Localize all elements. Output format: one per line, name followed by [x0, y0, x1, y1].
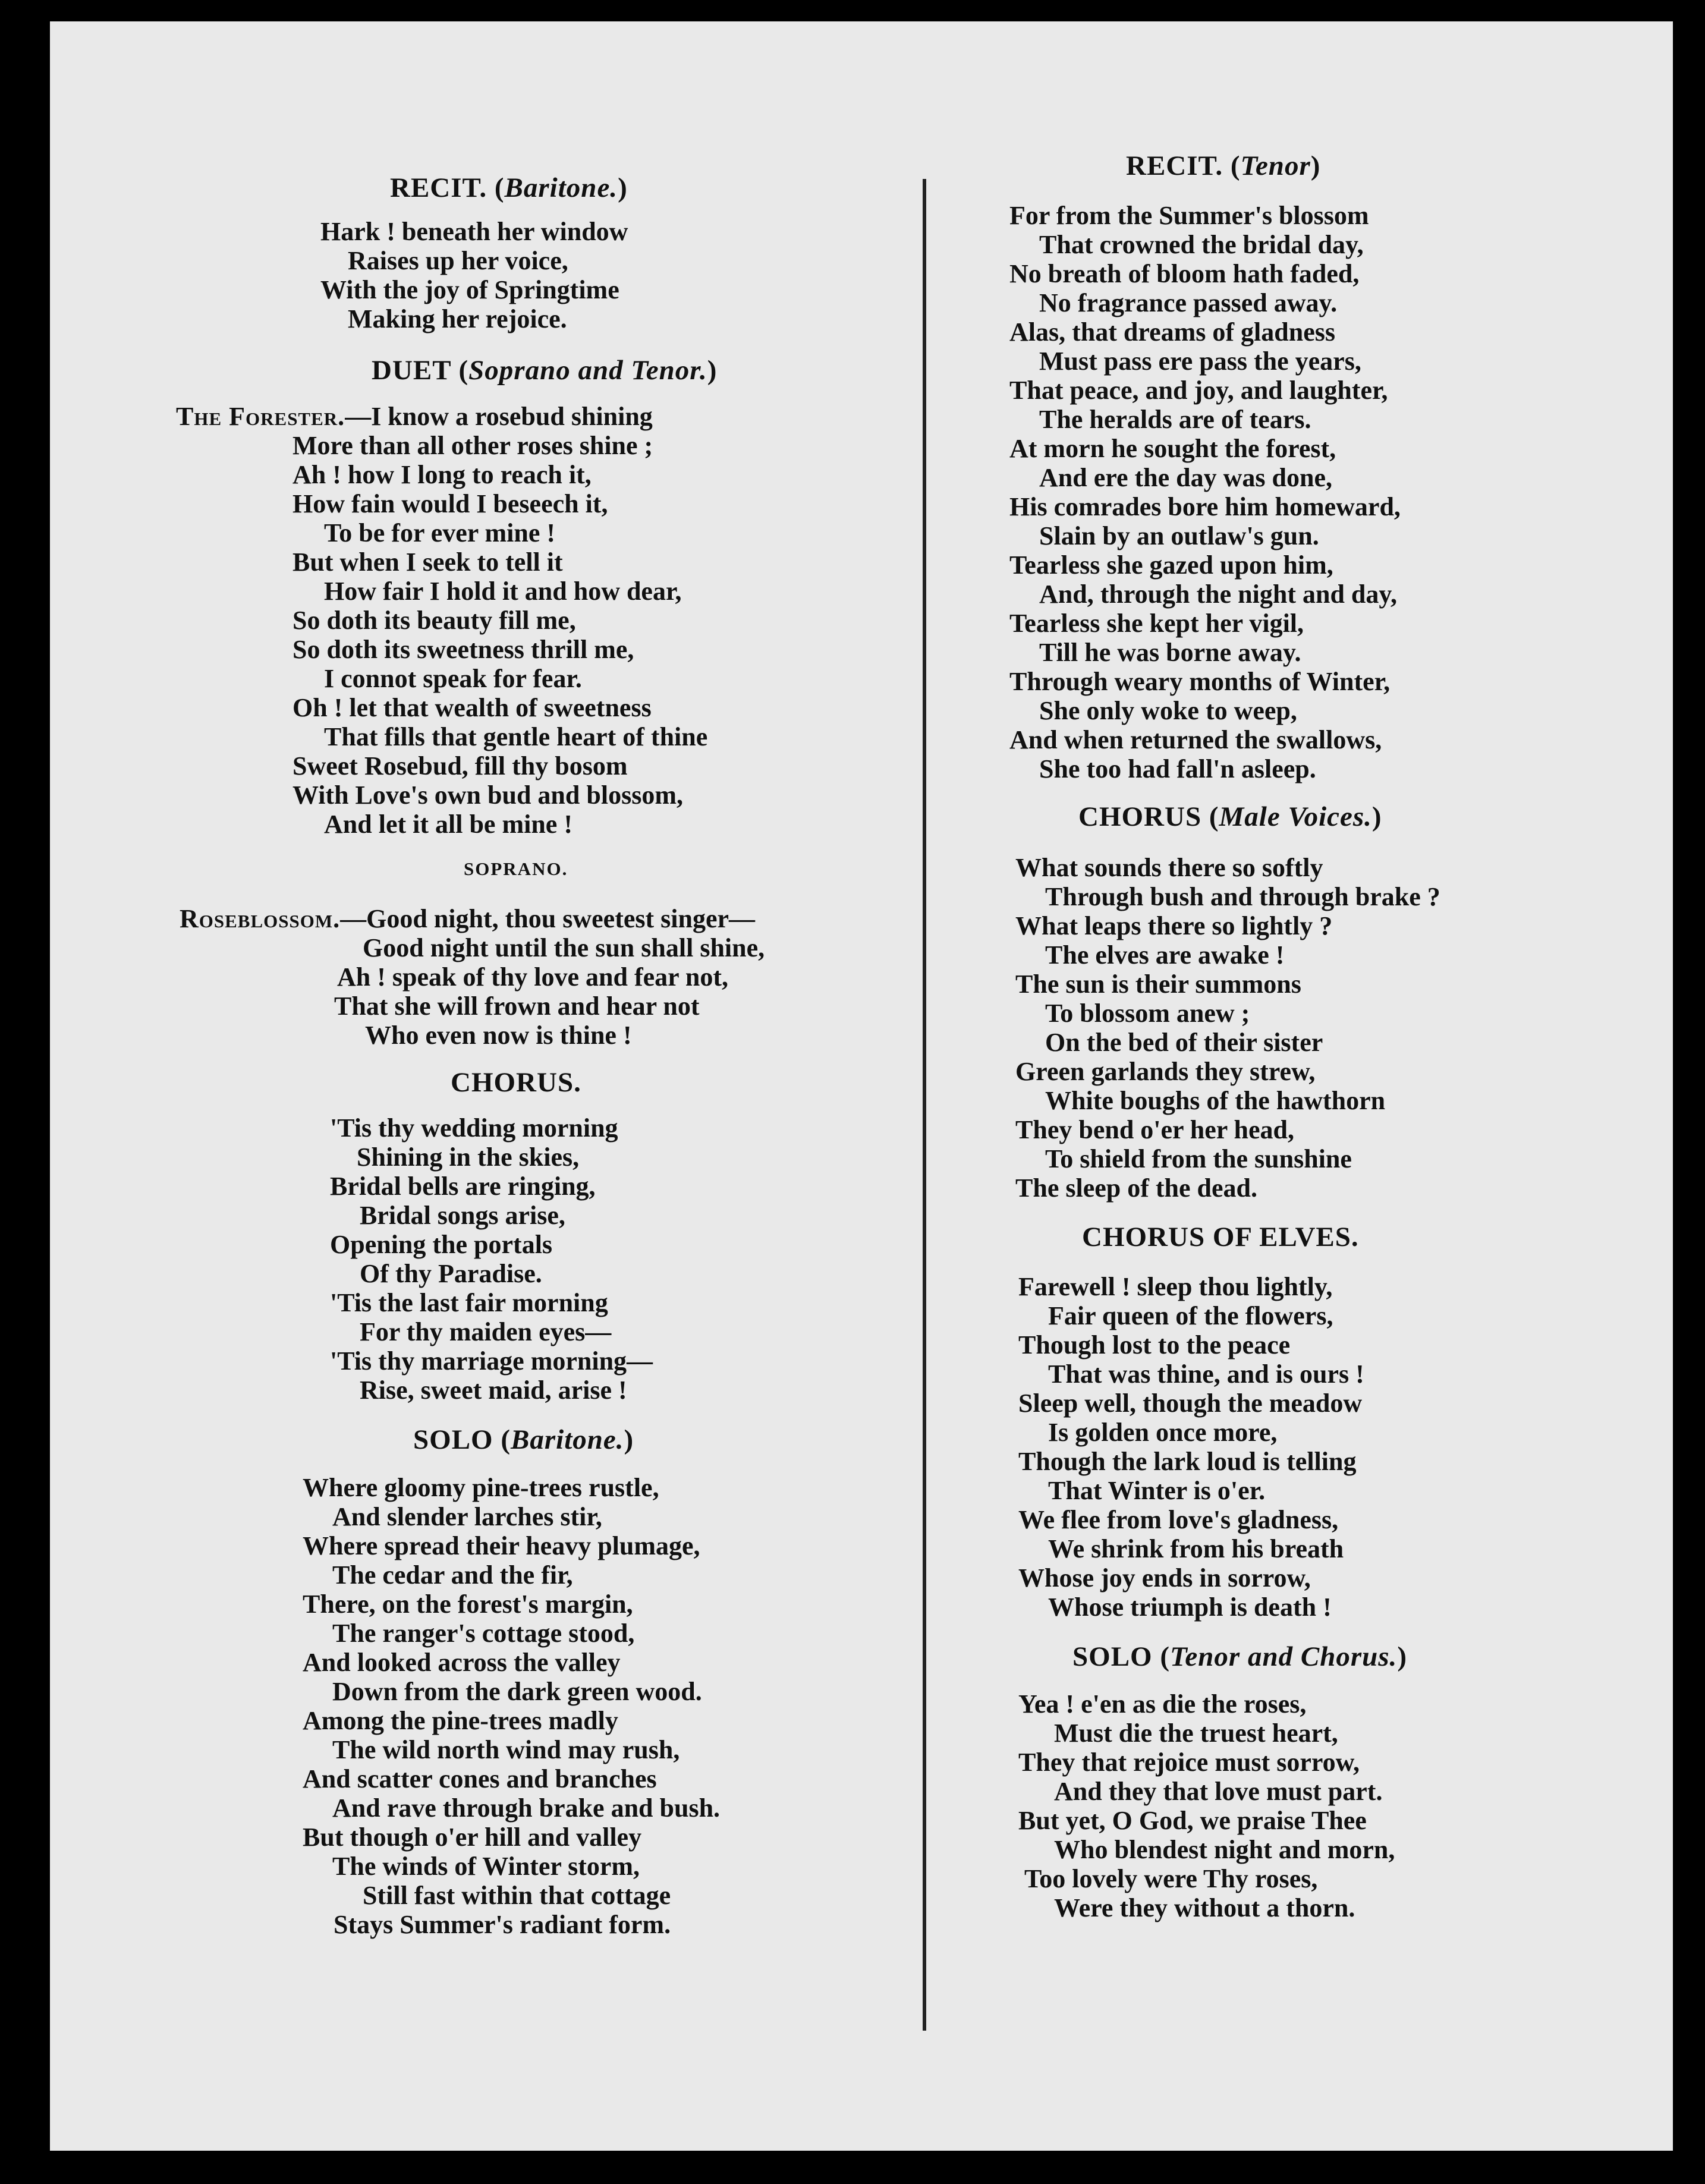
lyric-text: Whose joy ends in sorrow, [1018, 1563, 1311, 1593]
lyric-text: With Love's own bud and blossom, [292, 781, 683, 810]
lyric-text: —I know a rosebud shining [345, 402, 653, 431]
lyric-line [324, 518, 555, 547]
lyric-text: But though o'er hill and valley [303, 1823, 642, 1852]
lyric-line [1039, 347, 1361, 376]
lyric-line [1018, 1806, 1367, 1835]
lyric-line [363, 1881, 671, 1910]
lyric-text: That Winter is o'er. [1048, 1476, 1266, 1505]
lyric-text: That crowned the bridal day, [1039, 230, 1364, 259]
lyric-text: How fain would I beseech it, [292, 489, 608, 518]
lyric-line [360, 1259, 542, 1288]
lyric-text: How fair I hold it and how dear, [324, 577, 682, 606]
lyric-text: His comrades bore him homeward, [1009, 492, 1401, 521]
lyric-text: Were they without a thorn. [1054, 1893, 1355, 1922]
lyric-text: Must pass ere pass the years, [1039, 347, 1361, 376]
lyric-line [334, 992, 699, 1021]
column-divider [923, 179, 926, 2031]
lyric-text: Making her rejoice. [348, 304, 567, 333]
lyric-text: 'Tis thy wedding morning [330, 1113, 618, 1143]
lyric-text: White boughs of the hawthorn [1045, 1086, 1386, 1115]
lyric-text: Though the lark loud is telling [1018, 1447, 1357, 1476]
lyric-line [1009, 667, 1390, 696]
lyric-text: They bend o'er her head, [1015, 1115, 1294, 1144]
lyric-line [1054, 1777, 1382, 1806]
section-heading-title: RECIT. [1126, 150, 1223, 181]
lyric-text: Farewell ! sleep thou lightly, [1018, 1272, 1333, 1301]
lyric-line [1015, 970, 1301, 999]
lyric-line [1009, 259, 1359, 288]
lyric-line [1015, 853, 1323, 882]
lyric-line [1048, 1476, 1265, 1505]
lyric-text: The cedar and the fir, [332, 1560, 573, 1590]
lyric-line [176, 402, 653, 431]
lyric-text: There, on the forest's margin, [303, 1590, 633, 1619]
lyric-line [1018, 1272, 1332, 1301]
lyric-line [303, 1823, 641, 1852]
lyric-text: Where spread their heavy plumage, [303, 1531, 700, 1560]
section-heading-voice: Tenor [1240, 150, 1311, 181]
lyric-line [332, 1619, 634, 1648]
lyric-text: And they that love must part. [1054, 1777, 1383, 1806]
lyric-line [1054, 1893, 1355, 1922]
lyric-text: Green garlands they strew, [1015, 1057, 1316, 1086]
lyric-text: Ah ! how I long to reach it, [292, 460, 592, 489]
lyric-text: Sleep well, though the meadow [1018, 1389, 1363, 1418]
lyric-line [1015, 1115, 1294, 1144]
lyric-line [1039, 230, 1364, 259]
section-heading-voice: Baritone. [511, 1424, 624, 1455]
section-heading-title: SOLO [1072, 1641, 1153, 1672]
lyric-text: She too had fall'n asleep. [1039, 754, 1316, 783]
lyric-text: Slain by an outlaw's gun. [1039, 521, 1319, 550]
lyric-line [1009, 434, 1336, 463]
lyric-line [1018, 1505, 1338, 1534]
lyric-text: Yea ! e'en as die the roses, [1018, 1689, 1307, 1719]
lyric-line [363, 933, 765, 962]
lyric-text: Alas, that dreams of gladness [1009, 317, 1336, 347]
lyric-line [303, 1764, 657, 1793]
lyric-text: And let it all be mine ! [324, 810, 572, 839]
lyric-text: Of thy Paradise. [360, 1259, 542, 1288]
lyric-line [1048, 1360, 1364, 1389]
lyric-text: No breath of bloom hath faded, [1009, 259, 1360, 288]
lyric-text: We flee from love's gladness, [1018, 1505, 1339, 1534]
lyric-line [332, 1502, 602, 1531]
lyric-text: With the joy of Springtime [320, 275, 619, 304]
lyric-line [1039, 405, 1311, 434]
lyric-line [292, 693, 652, 722]
lyric-line [360, 1376, 627, 1405]
lyric-text: And when returned the swallows, [1009, 725, 1382, 754]
lyric-line [1045, 1144, 1352, 1173]
lyric-text: To blossom anew ; [1045, 999, 1250, 1028]
lyric-text: And rave through brake and bush. [332, 1793, 721, 1823]
lyric-line [1048, 1593, 1332, 1622]
lyric-text: She only woke to weep, [1039, 696, 1297, 725]
section-heading-title: DUET [372, 355, 451, 386]
lyric-text: 'Tis thy marriage morning— [330, 1346, 653, 1376]
lyric-line [330, 1230, 552, 1259]
section-heading-voice: Male Voices. [1219, 801, 1372, 832]
lyric-text: Who blendest night and morn, [1054, 1835, 1395, 1864]
lyric-line [324, 722, 707, 751]
lyric-line [1009, 609, 1304, 638]
lyric-line [332, 1793, 720, 1823]
lyric-text: The sleep of the dead. [1015, 1173, 1257, 1203]
lyric-text: Good night until the sun shall shine, [363, 933, 765, 962]
lyric-text: —Good night, thou sweetest singer— [340, 904, 756, 933]
lyric-line [1018, 1330, 1290, 1360]
section-heading-voice: Soprano and Tenor. [468, 355, 707, 386]
lyric-text: And, through the night and day, [1039, 580, 1397, 609]
lyric-text: So doth its sweetness thrill me, [292, 635, 634, 664]
lyric-text: And looked across the valley [303, 1648, 621, 1677]
lyric-line [1048, 1534, 1344, 1563]
lyric-text: What leaps there so lightly ? [1015, 911, 1333, 940]
lyric-text: Raises up her voice, [348, 246, 568, 275]
section-heading: DUET (Soprano and Tenor.) [372, 355, 718, 386]
lyric-line [303, 1531, 700, 1560]
lyric-line [1015, 1057, 1315, 1086]
lyric-text: Through weary months of Winter, [1009, 667, 1391, 696]
lyric-text: 'Tis the last fair morning [330, 1288, 608, 1317]
lyric-line [292, 635, 634, 664]
lyric-text: For from the Summer's blossom [1009, 201, 1369, 230]
lyric-line [324, 664, 582, 693]
lyric-line [292, 781, 683, 810]
lyric-line [324, 810, 572, 839]
lyric-line [348, 304, 567, 333]
lyric-line [334, 1910, 671, 1939]
lyric-text: On the bed of their sister [1045, 1028, 1323, 1057]
lyric-line [303, 1706, 618, 1735]
lyric-text: Opening the portals [330, 1230, 553, 1259]
lyric-text: Shining in the skies, [357, 1143, 580, 1172]
lyric-line [1045, 882, 1440, 911]
lyric-line [330, 1172, 596, 1201]
section-heading-voice: Tenor and Chorus. [1170, 1641, 1398, 1672]
lyric-line [292, 751, 628, 781]
lyric-line [1009, 492, 1401, 521]
lyric-text: The ranger's cottage stood, [332, 1619, 635, 1648]
lyric-text: The sun is their summons [1015, 970, 1301, 999]
section-heading-title: CHORUS OF ELVES. [1082, 1222, 1359, 1253]
section-heading-title: CHORUS. [451, 1067, 581, 1098]
section-heading-title: SOLO [413, 1424, 493, 1455]
lyric-line [332, 1677, 702, 1706]
lyric-text: But yet, O God, we praise Thee [1018, 1806, 1367, 1835]
section-heading: CHORUS (Male Voices.) [1078, 801, 1382, 832]
lyric-text: Stays Summer's radiant form. [334, 1910, 671, 1939]
lyric-line [1015, 911, 1332, 940]
lyric-text: What sounds there so softly [1015, 853, 1323, 882]
lyric-text: And slender larches stir, [332, 1502, 602, 1531]
lyric-text: No fragrance passed away. [1039, 288, 1338, 317]
lyric-text: Bridal bells are ringing, [330, 1172, 596, 1201]
lyric-line [1039, 463, 1332, 492]
lyric-line [360, 1317, 611, 1346]
lyric-line [330, 1346, 653, 1376]
lyric-text: Ah ! speak of thy love and fear not, [337, 962, 729, 992]
lyric-line [1048, 1301, 1333, 1330]
lyric-text: More than all other roses shine ; [292, 431, 653, 460]
lyric-line [320, 275, 619, 304]
lyric-line [1018, 1748, 1360, 1777]
voice-label: SOPRANO. [464, 858, 568, 879]
lyric-text: Till he was borne away. [1039, 638, 1301, 667]
lyric-line [360, 1201, 565, 1230]
lyrics-page [50, 21, 1673, 2151]
lyric-text: And scatter cones and branches [303, 1764, 657, 1793]
lyric-text: Among the pine-trees madly [303, 1706, 618, 1735]
lyric-text: I connot speak for fear. [324, 664, 582, 693]
lyric-line [1009, 376, 1388, 405]
lyric-line [1018, 1689, 1306, 1719]
speaker-name: The Forester. [176, 402, 345, 431]
lyric-line [1018, 1389, 1362, 1418]
lyric-text: Tearless she gazed upon him, [1009, 550, 1333, 580]
lyric-text: We shrink from his breath [1048, 1534, 1344, 1563]
lyric-line [1018, 1563, 1311, 1593]
lyric-line [292, 460, 592, 489]
lyric-line [1054, 1719, 1338, 1748]
lyric-text: Oh ! let that wealth of sweetness [292, 693, 652, 722]
section-heading [1082, 1223, 1359, 1252]
lyric-text: Who even now is thine ! [365, 1021, 632, 1050]
lyric-text: That was thine, and is ours ! [1048, 1360, 1364, 1389]
lyric-line [1009, 317, 1335, 347]
lyric-line [357, 1143, 579, 1172]
lyric-text: Tearless she kept her vigil, [1009, 609, 1304, 638]
lyric-line [1045, 1028, 1323, 1057]
lyric-text: Too lovely were Thy roses, [1024, 1864, 1318, 1893]
lyric-line [1039, 696, 1297, 725]
lyric-line [365, 1021, 632, 1050]
lyric-text: Though lost to the peace [1018, 1330, 1291, 1360]
lyric-text: That she will frown and hear not [334, 992, 700, 1021]
section-heading-title: RECIT. [390, 172, 487, 203]
section-heading: RECIT. (Baritone.) [390, 172, 628, 203]
lyric-line [332, 1852, 640, 1881]
lyric-line [1039, 521, 1319, 550]
lyric-line [332, 1735, 680, 1764]
section-heading-voice: Baritone. [504, 172, 618, 203]
section-heading: SOLO (Baritone.) [413, 1424, 634, 1455]
lyric-line [1039, 288, 1337, 317]
lyric-line [1009, 201, 1369, 230]
lyric-line [332, 1560, 573, 1590]
lyric-line [292, 606, 576, 635]
lyric-line [303, 1590, 633, 1619]
lyric-text: The winds of Winter storm, [332, 1852, 640, 1881]
speaker-name: Roseblossom. [180, 904, 341, 933]
lyric-line [1048, 1418, 1277, 1447]
lyric-text: Hark ! beneath her window [320, 217, 628, 246]
lyric-text: Still fast within that cottage [363, 1881, 671, 1910]
lyric-text: The wild north wind may rush, [332, 1735, 680, 1764]
section-heading [451, 1068, 581, 1097]
lyric-text: That peace, and joy, and laughter, [1009, 376, 1388, 405]
section-heading: RECIT. (Tenor) [1126, 150, 1321, 181]
lyric-line [1039, 754, 1316, 783]
lyric-text: Fair queen of the flowers, [1048, 1301, 1333, 1330]
lyric-line [337, 962, 728, 992]
lyric-line [1054, 1835, 1395, 1864]
section-heading: SOLO (Tenor and Chorus.) [1072, 1641, 1407, 1672]
lyric-text: To shield from the sunshine [1045, 1144, 1352, 1173]
lyric-text: To be for ever mine ! [324, 518, 556, 547]
lyric-line [1045, 999, 1250, 1028]
lyric-text: Where gloomy pine-trees rustle, [303, 1473, 659, 1502]
lyric-text: Whose triumph is death ! [1048, 1593, 1332, 1622]
lyric-line [303, 1473, 659, 1502]
lyric-line [1018, 1447, 1356, 1476]
lyric-text: The heralds are of tears. [1039, 405, 1311, 434]
lyric-text: At morn he sought the forest, [1009, 434, 1336, 463]
lyric-line [348, 246, 568, 275]
lyric-line [1045, 1086, 1385, 1115]
lyric-text: That fills that gentle heart of thine [324, 722, 708, 751]
lyric-line [1024, 1864, 1317, 1893]
lyric-line [330, 1113, 618, 1143]
lyric-text: Through bush and through brake ? [1045, 882, 1440, 911]
lyric-line [292, 431, 653, 460]
lyric-line [1009, 725, 1382, 754]
lyric-text: And ere the day was done, [1039, 463, 1333, 492]
lyric-text: They that rejoice must sorrow, [1018, 1748, 1360, 1777]
lyric-line [292, 547, 563, 577]
lyric-text: Must die the truest heart, [1054, 1719, 1338, 1748]
lyric-line [1039, 580, 1397, 609]
lyric-text: So doth its beauty fill me, [292, 606, 576, 635]
section-heading-title: CHORUS [1078, 801, 1202, 832]
lyric-text: Rise, sweet maid, arise ! [360, 1376, 627, 1405]
lyric-text: Is golden once more, [1048, 1418, 1278, 1447]
lyric-text: The elves are awake ! [1045, 940, 1285, 970]
lyric-text: Down from the dark green wood. [332, 1677, 702, 1706]
lyric-line [1039, 638, 1301, 667]
lyric-line [1009, 550, 1333, 580]
lyric-text: For thy maiden eyes— [360, 1317, 612, 1346]
lyric-line [292, 489, 608, 518]
lyric-line [320, 217, 628, 246]
lyric-line [1015, 1173, 1257, 1203]
lyric-line [1045, 940, 1284, 970]
lyric-line [330, 1288, 608, 1317]
lyric-text: Bridal songs arise, [360, 1201, 565, 1230]
lyric-line [324, 577, 681, 606]
lyric-line [180, 904, 755, 933]
lyric-line [303, 1648, 621, 1677]
lyric-text: Sweet Rosebud, fill thy bosom [292, 751, 628, 781]
lyric-text: But when I seek to tell it [292, 547, 563, 577]
